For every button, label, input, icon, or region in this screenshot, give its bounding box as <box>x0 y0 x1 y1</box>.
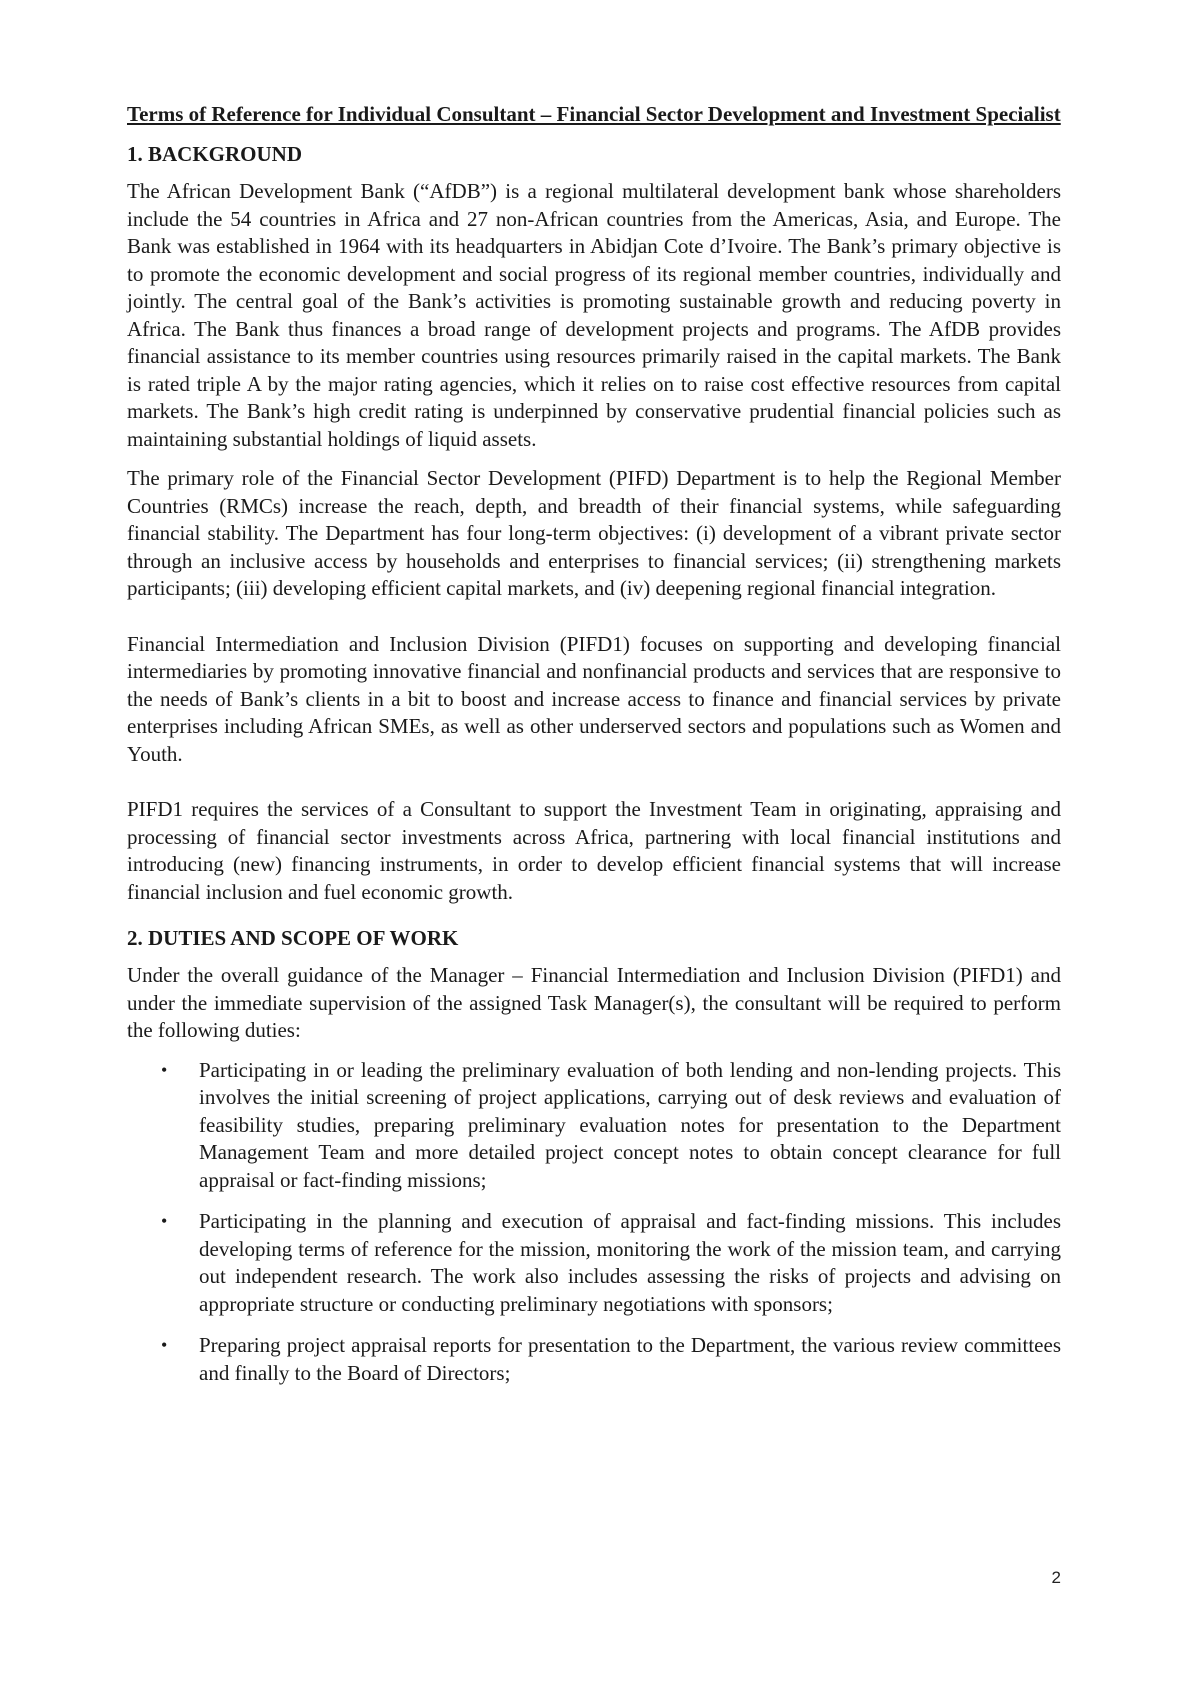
list-item-text: Preparing project appraisal reports for presentation to the Department, the various review committees and finally to the Board of Directors; <box>199 1333 1061 1385</box>
bullet-icon: • <box>161 1211 168 1231</box>
duties-list <box>127 1057 1061 1388</box>
list-item <box>161 1332 1061 1387</box>
document-title: Terms of Reference for Individual Consultant – Financial Sector Development and Investment Specialist <box>127 102 1061 126</box>
list-item <box>161 1057 1061 1195</box>
paragraph-background-2: The primary role of the Financial Sector Development (PIFD) Department is to help the Regional Member Countries (RMCs) increase the reach, depth, and breadth of their financial systems, while safeguarding financial stability. The Department has four long-term objectives: (i) development of a vibrant private sector through an inclusive access by households and enterprises to financial services; (ii) strengthening markets participants; (iii) developing efficient capital markets, and (iv) deepening regional financial integration. <box>127 466 1061 600</box>
list-item <box>161 1208 1061 1318</box>
paragraph-background-1: The African Development Bank (“AfDB”) is a regional multilateral development bank whose shareholders include the 54 countries in Africa and 27 non-African countries from the Americas, Asia, and Europe. The Bank was established in 1964 with its headquarters in Abidjan Cote d’Ivoire. The Bank’s primary objective is to promote the economic development and social progress of its regional member countries, individually and jointly. The central goal of the Bank’s activities is promoting sustainable growth and reducing poverty in Africa. The Bank thus finances a broad range of development projects and programs. The AfDB provides financial assistance to its member countries using resources primarily raised in the capital markets. The Bank is rated triple A by the major rating agencies, which it relies on to raise cost effective resources from capital markets. The Bank’s high credit rating is underpinned by conservative prudential financial policies such as maintaining substantial holdings of liquid assets. <box>127 179 1061 451</box>
document-page <box>127 100 1061 1401</box>
section-heading-background: 1. BACKGROUND <box>127 142 303 166</box>
page-number: 2 <box>1051 1568 1061 1587</box>
paragraph-background-4: PIFD1 requires the services of a Consultant to support the Investment Team in originating, appraising and processing of financial sector investments across Africa, partnering with local financial institutions and introducing (new) financing instruments, in order to develop efficient financial systems that will increase financial inclusion and fuel economic growth. <box>127 797 1061 904</box>
list-item-text: Participating in the planning and execution of appraisal and fact-finding missions. This includes developing terms of reference for the mission, monitoring the work of the mission team, and carrying out independent research. The work also includes assessing the risks of projects and advising on appropriate structure or conducting preliminary negotiations with sponsors; <box>199 1209 1061 1316</box>
bullet-icon: • <box>161 1059 168 1080</box>
section-heading-duties: 2. DUTIES AND SCOPE OF WORK <box>127 926 459 950</box>
bullet-icon: • <box>161 1335 168 1355</box>
paragraph-duties-intro: Under the overall guidance of the Manager – Financial Intermediation and Inclusion Division (PIFD1) and under the immediate supervision of the assigned Task Manager(s), the consultant will be required to perform the following duties: <box>127 963 1061 1042</box>
list-item-text: Participating in or leading the preliminary evaluation of both lending and non-lending projects. This involves the initial screening of project applications, carrying out of desk reviews and evaluation of feasibility studies, preparing preliminary evaluation notes for presentation to the Department Management Team and more detailed project concept notes to obtain concept clearance for full appraisal or fact-finding missions; <box>199 1057 1061 1192</box>
paragraph-background-3: Financial Intermediation and Inclusion Division (PIFD1) focuses on supporting and developing financial intermediaries by promoting innovative financial and nonfinancial products and services that are responsive to the needs of Bank’s clients in a bit to boost and increase access to finance and financial services by private enterprises including African SMEs, as well as other underserved sectors and populations such as Women and Youth. <box>127 631 1061 766</box>
